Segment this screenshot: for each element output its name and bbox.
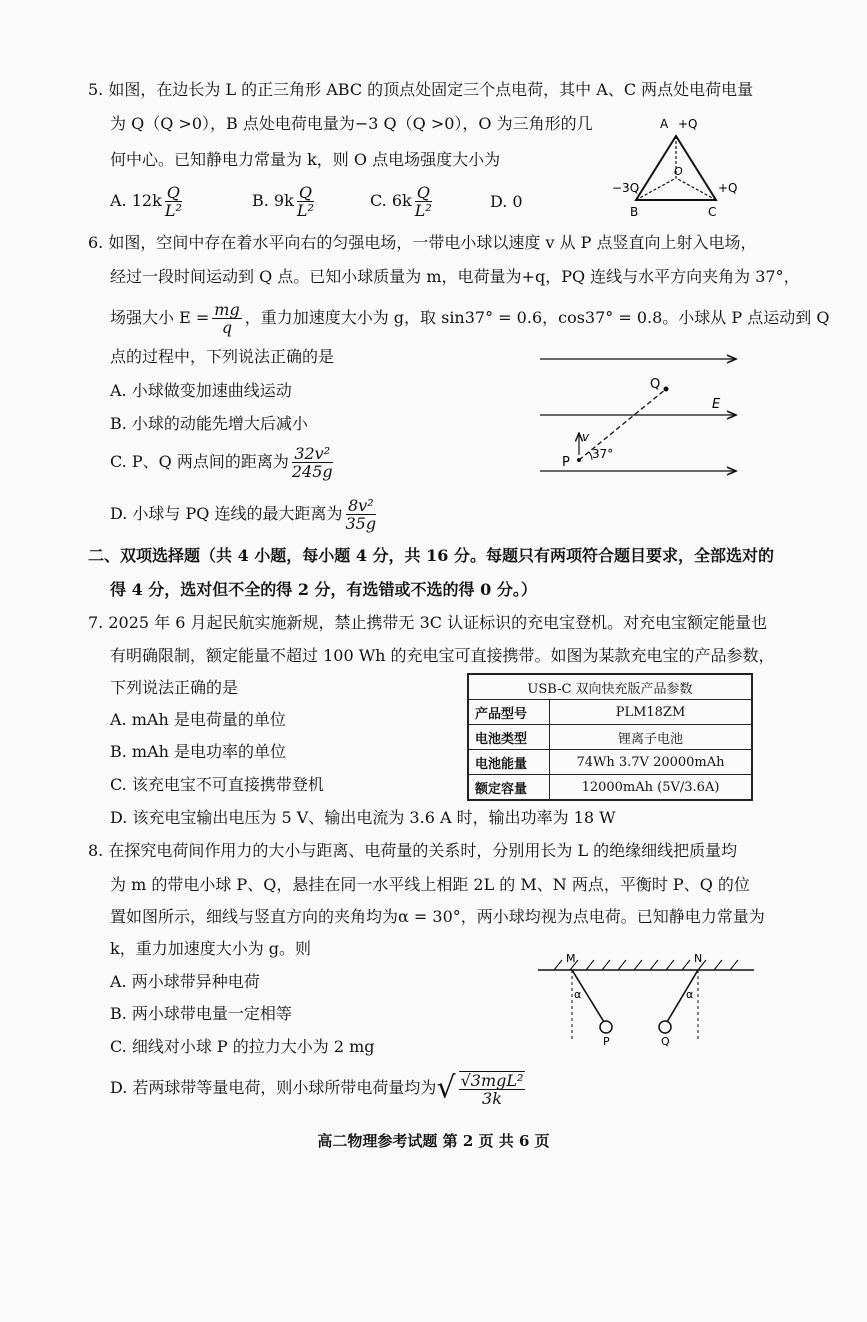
field-e-label: E bbox=[712, 397, 721, 412]
vertex-c-charge: +Q bbox=[718, 181, 738, 195]
q5-triangle-figure bbox=[608, 112, 758, 222]
power-bank-params-table bbox=[467, 673, 753, 801]
q6-line4: 点的过程中，下列说法正确的是 bbox=[110, 347, 335, 366]
table-key: 额定容量 bbox=[468, 775, 550, 801]
table-value: PLM18ZM bbox=[550, 700, 753, 725]
table-row bbox=[468, 725, 752, 750]
vertex-a-label: A bbox=[660, 117, 669, 131]
alpha-right-label: α bbox=[686, 988, 694, 1001]
q5-option-c: C. 6k $\frac{Q}{\text{L²}}$ bbox=[370, 183, 432, 220]
q6-line3: 场强大小 E = $\frac{mg}{q}$ ，重力加速度大小为 g，取 sin37° = 0.6，cos37° = 0.8。小球从 P 点运动到 Q bbox=[110, 300, 830, 337]
vertex-a-charge: +Q bbox=[678, 117, 698, 131]
ball-q-label: Q bbox=[661, 1035, 670, 1048]
q6-line2: 经过一段时间运动到 Q 点。已知小球质量为 m，电荷量为+q，PQ 连线与水平方向夹角为 37°， bbox=[110, 267, 800, 286]
point-n-label: N bbox=[694, 952, 703, 965]
q6-option-c: C. P、Q 两点间的距离为 $\frac{\text{32v²}}{245g}$ bbox=[110, 444, 333, 481]
table-title: USB-C 双向快充版产品参数 bbox=[468, 674, 752, 700]
table-key: 电池类型 bbox=[468, 725, 550, 750]
point-m-label: M bbox=[566, 952, 576, 965]
q5-line3: 何中心。已知静电力常量为 k，则 O 点电场强度大小为 bbox=[110, 150, 501, 169]
q6-line1: 6. 如图，空间中存在着水平向右的匀强电场，一带电小球以速度 v 从 P 点竖直向上射入电场， bbox=[88, 233, 757, 252]
table-row bbox=[468, 750, 752, 775]
q6-option-a: A. 小球做变加速曲线运动 bbox=[110, 381, 292, 400]
table-value: 锂离子电池 bbox=[550, 725, 753, 750]
q8-option-a: A. 两小球带异种电荷 bbox=[110, 972, 260, 991]
q7-option-d: D. 该充电宝输出电压为 5 V、输出电流为 3.6 A 时，输出功率为 18 W bbox=[110, 808, 616, 827]
table-title-row bbox=[468, 674, 752, 700]
section-2-heading-cont: 得 4 分，选对但不全的得 2 分，有选错或不选的得 0 分。） bbox=[110, 580, 537, 599]
q8-option-c: C. 细线对小球 P 的拉力大小为 2 mg bbox=[110, 1037, 375, 1056]
center-o-label: O bbox=[674, 165, 683, 178]
alpha-left-label: α bbox=[574, 988, 582, 1001]
table-key: 电池能量 bbox=[468, 750, 550, 775]
ball-p-label: P bbox=[603, 1035, 610, 1048]
q7-line3: 下列说法正确的是 bbox=[110, 678, 239, 697]
table-value: 12000mAh (5V/3.6A) bbox=[550, 775, 753, 801]
q8-pendulum-figure bbox=[534, 948, 759, 1048]
q6-option-b: B. 小球的动能先增大后减小 bbox=[110, 414, 308, 433]
q5-option-b: B. 9k $\frac{Q}{\text{L²}}$ bbox=[252, 183, 314, 220]
q5-line2: 为 Q（Q >0），B 点处电荷电量为−3 Q（Q >0），O 为三角形的几 bbox=[110, 114, 593, 133]
q8-line3: 置如图所示，细线与竖直方向的夹角均为α = 30°，两小球均视为点电荷。已知静电力常量为 bbox=[110, 907, 765, 926]
q5-option-a: A. 12k $\frac{Q}{\text{L²}}$ bbox=[110, 183, 182, 220]
q8-option-d: D. 若两球带等量电荷，则小球所带电荷量均为√ $\frac{\text{√3mgL²}}{3k}$ bbox=[110, 1070, 524, 1108]
section-2-heading: 二、双项选择题（共 4 小题，每小题 4 分，共 16 分。每题只有两项符合题目要求，全部选对的 bbox=[88, 546, 774, 565]
q5-line1: 5. 如图，在边长为 L 的正三角形 ABC 的顶点处固定三个点电荷，其中 A、C 两点处电荷电量 bbox=[88, 80, 754, 99]
vertex-c-label: C bbox=[708, 205, 717, 219]
q6-field-figure bbox=[536, 345, 746, 480]
q8-line1: 8. 在探究电荷间作用力的大小与距离、电荷量的关系时，分别用长为 L 的绝缘细线把质量均 bbox=[88, 841, 738, 860]
q8-line4: k，重力加速度大小为 g。则 bbox=[110, 939, 312, 958]
q8-option-b: B. 两小球带电量一定相等 bbox=[110, 1004, 292, 1023]
page-footer: 高二物理参考试题 第 2 页 共 6 页 bbox=[317, 1132, 550, 1150]
point-p-label: P bbox=[562, 455, 570, 470]
vertex-b-charge: −3Q bbox=[612, 181, 640, 195]
table-value: 74Wh 3.7V 20000mAh bbox=[550, 750, 753, 775]
table-row bbox=[468, 700, 752, 725]
q8-line2: 为 m 的带电小球 P、Q，悬挂在同一水平线上相距 2L 的 M、N 两点，平衡时 P、Q 的位 bbox=[110, 875, 750, 894]
vertex-b-label: B bbox=[630, 205, 639, 219]
q7-line1: 7. 2025 年 6 月起民航实施新规，禁止携带无 3C 认证标识的充电宝登机。对充电宝额定能量也 bbox=[88, 613, 768, 632]
q7-line2: 有明确限制，额定能量不超过 100 Wh 的充电宝可直接携带。如图为某款充电宝的产品参数， bbox=[110, 646, 775, 665]
q7-option-c: C. 该充电宝不可直接携带登机 bbox=[110, 775, 324, 794]
velocity-v-label: v bbox=[582, 430, 590, 444]
q7-option-b: B. mAh 是电功率的单位 bbox=[110, 742, 287, 761]
angle-37-label: 37° bbox=[592, 447, 614, 461]
table-row bbox=[468, 775, 752, 801]
table-key: 产品型号 bbox=[468, 700, 550, 725]
q7-option-a: A. mAh 是电荷量的单位 bbox=[110, 710, 286, 729]
q5-option-d: D. 0 bbox=[490, 192, 523, 211]
q6-option-d: D. 小球与 PQ 连线的最大距离为 $\frac{\text{8v²}}{35g}$ bbox=[110, 496, 377, 533]
point-q-label: Q bbox=[650, 377, 661, 392]
